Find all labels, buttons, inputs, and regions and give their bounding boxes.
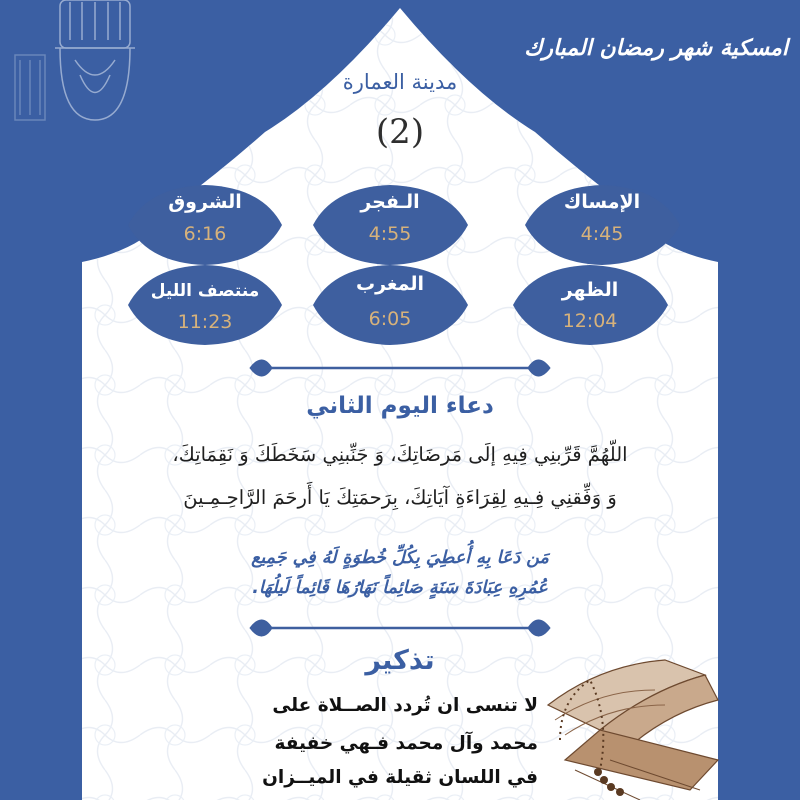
- brand-title: امسكية شهر رمضان المبارك: [524, 36, 788, 61]
- reward-line-1: مَن دَعَا بِهِ أُعطِيَ بِكُلِّ خُطوَةٍ لَهُ فِي جَمِيع: [251, 548, 549, 568]
- prayer-name-dhuhr: الظهر: [561, 279, 619, 301]
- prayer-time-maghrib: 6:05: [368, 308, 412, 330]
- prayer-time-midnight: 11:23: [177, 311, 233, 333]
- day-number: (2): [375, 112, 425, 152]
- reward-line-2: عُمُرِهِ عِبَادَةَ سَنَةٍ صَائِماً نَهَارُهَا قَائِماً لَيلُهَا.: [252, 578, 548, 598]
- prayer-name-imsak: الإمساك: [563, 191, 641, 213]
- city-title: مدينة العمارة: [342, 70, 458, 94]
- prayer-time-fajr: 4:55: [368, 223, 412, 245]
- prayer-name-shurooq: الشروق: [168, 191, 242, 213]
- reminder-line-1: لا تنسى ان تُردد الصــلاة على: [272, 695, 538, 716]
- prayer-name-midnight: منتصف الليل: [150, 281, 260, 301]
- prayer-time-shurooq: 6:16: [183, 223, 227, 245]
- prayer-name-fajr: الـفجر: [360, 191, 420, 213]
- reminder-line-3: في اللسان ثقيلة في الميــزان: [262, 767, 538, 788]
- prayer-name-maghrib: المغرب: [355, 273, 425, 295]
- reminder-title: تذكير: [365, 645, 435, 676]
- prayer-time-dhuhr: 12:04: [562, 310, 618, 332]
- prayer-time-imsak: 4:45: [580, 223, 624, 245]
- dua-title: دعاء اليوم الثاني: [306, 393, 494, 419]
- reminder-line-2: محمد وآل محمد فـهي خفيفة: [274, 733, 538, 754]
- brand-calligraphy-logo: [524, 16, 788, 96]
- dua-line-2: وَ وَفِّقنِي فِـيهِ لِقِرَاءَةِ آيَاتِكَ، بِرَحمَتِكَ يَا أَرحَمَ الرَّاحِـمِـينَ: [183, 486, 617, 509]
- dua-line-1: اللّهُمَّ قَرِّبنِي فِيهِ إلَى مَرضَاتِكَ، وَ جَنِّبنِي سَخَطَكَ وَ نَقِمَاتِكَ،: [172, 443, 628, 466]
